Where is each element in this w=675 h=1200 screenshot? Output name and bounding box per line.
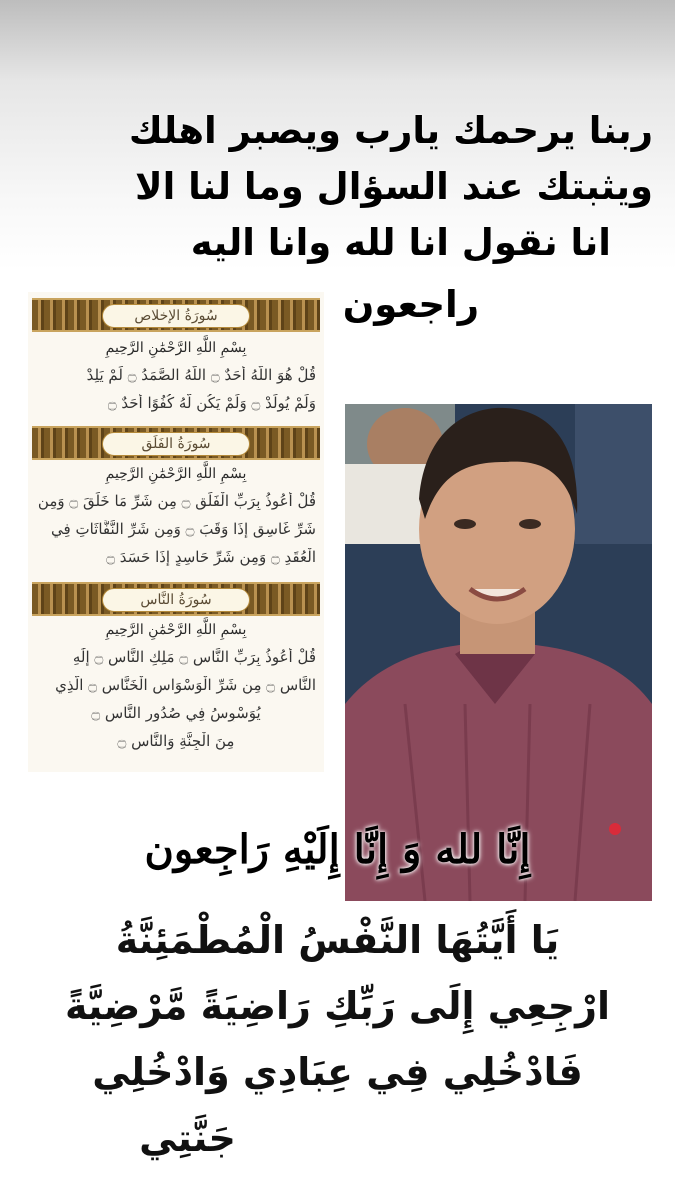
headline-line-1: ربنا يرحمك يارب ويصبر اهلك bbox=[128, 109, 653, 152]
basmala: بِسْمِ اللَّهِ الرَّحْمَٰنِ الرَّحِيمِ bbox=[105, 622, 247, 638]
verse-line: قُلْ أَعُوذُ بِرَبِّ الْفَلَقِ ۝ مِن شَرِّ مَا خَلَقَ ۝ وَمِن bbox=[37, 492, 316, 510]
verse-line: النَّاسِ ۝ مِن شَرِّ الْوَسْوَاسِ الْخَنَّاسِ ۝ الَّذِي bbox=[55, 676, 316, 694]
inna-lillah-ribbon: إِنَّا لله وَ إِنَّا إِلَيْهِ رَاجِعون bbox=[144, 826, 531, 873]
verse-line: الْعُقَدِ ۝ وَمِن شَرِّ حَاسِدٍ إِذَا حَسَدَ ۝ bbox=[106, 548, 316, 566]
headline-line-3: انا نقول انا لله وانا اليه bbox=[190, 221, 611, 264]
verse-line: شَرِّ غَاسِقٍ إِذَا وَقَبَ ۝ وَمِن شَرِّ النَّفَّاثَاتِ فِي bbox=[51, 520, 316, 538]
closing-verse-line-2: ارْجِعِي إِلَى رَبِّكِ رَاضِيَةً مَّرْضِيَّةً bbox=[65, 984, 610, 1028]
verse-line: قُلْ أَعُوذُ بِرَبِّ النَّاسِ ۝ مَلِكِ النَّاسِ ۝ إِلَٰهِ bbox=[72, 648, 316, 666]
verse-line: مِنَ الْجِنَّةِ وَالنَّاسِ ۝ bbox=[117, 732, 235, 750]
headline-line-2: ويثبتك عند السؤال وما لنا الا bbox=[135, 165, 653, 208]
surah-header-ikhlas bbox=[32, 298, 320, 332]
closing-verse-line-4: جَنَّتِي bbox=[139, 1116, 236, 1160]
headline-line-4: راجعون bbox=[342, 283, 479, 326]
surah-title: سُورَةُ الإخلاص bbox=[102, 304, 250, 328]
quran-surahs-card bbox=[28, 292, 324, 772]
surah-header-falaq bbox=[32, 426, 320, 460]
basmala: بِسْمِ اللَّهِ الرَّحْمَٰنِ الرَّحِيمِ bbox=[105, 466, 247, 482]
surah-title: سُورَةُ النَّاس bbox=[102, 588, 250, 612]
verse-line: يُوَسْوِسُ فِي صُدُورِ النَّاسِ ۝ bbox=[91, 704, 261, 722]
basmala: بِسْمِ اللَّهِ الرَّحْمَٰنِ الرَّحِيمِ bbox=[105, 340, 247, 356]
closing-verse-line-3: فَادْخُلِي فِي عِبَادِي وَادْخُلِي bbox=[92, 1050, 583, 1094]
verse-line: وَلَمْ يُولَدْ ۝ وَلَمْ يَكُن لَّهُ كُفُوًا أَحَدٌ ۝ bbox=[107, 394, 316, 412]
closing-verse-line-1: يَا أَيَّتُهَا النَّفْسُ الْمُطْمَئِنَّةُ bbox=[115, 918, 560, 962]
surah-title: سُورَةُ الفَلَق bbox=[102, 432, 250, 456]
verse-line: قُلْ هُوَ اللَّهُ أَحَدٌ ۝ اللَّهُ الصَّمَدُ ۝ لَمْ يَلِدْ bbox=[86, 366, 316, 384]
surah-header-nas bbox=[32, 582, 320, 616]
